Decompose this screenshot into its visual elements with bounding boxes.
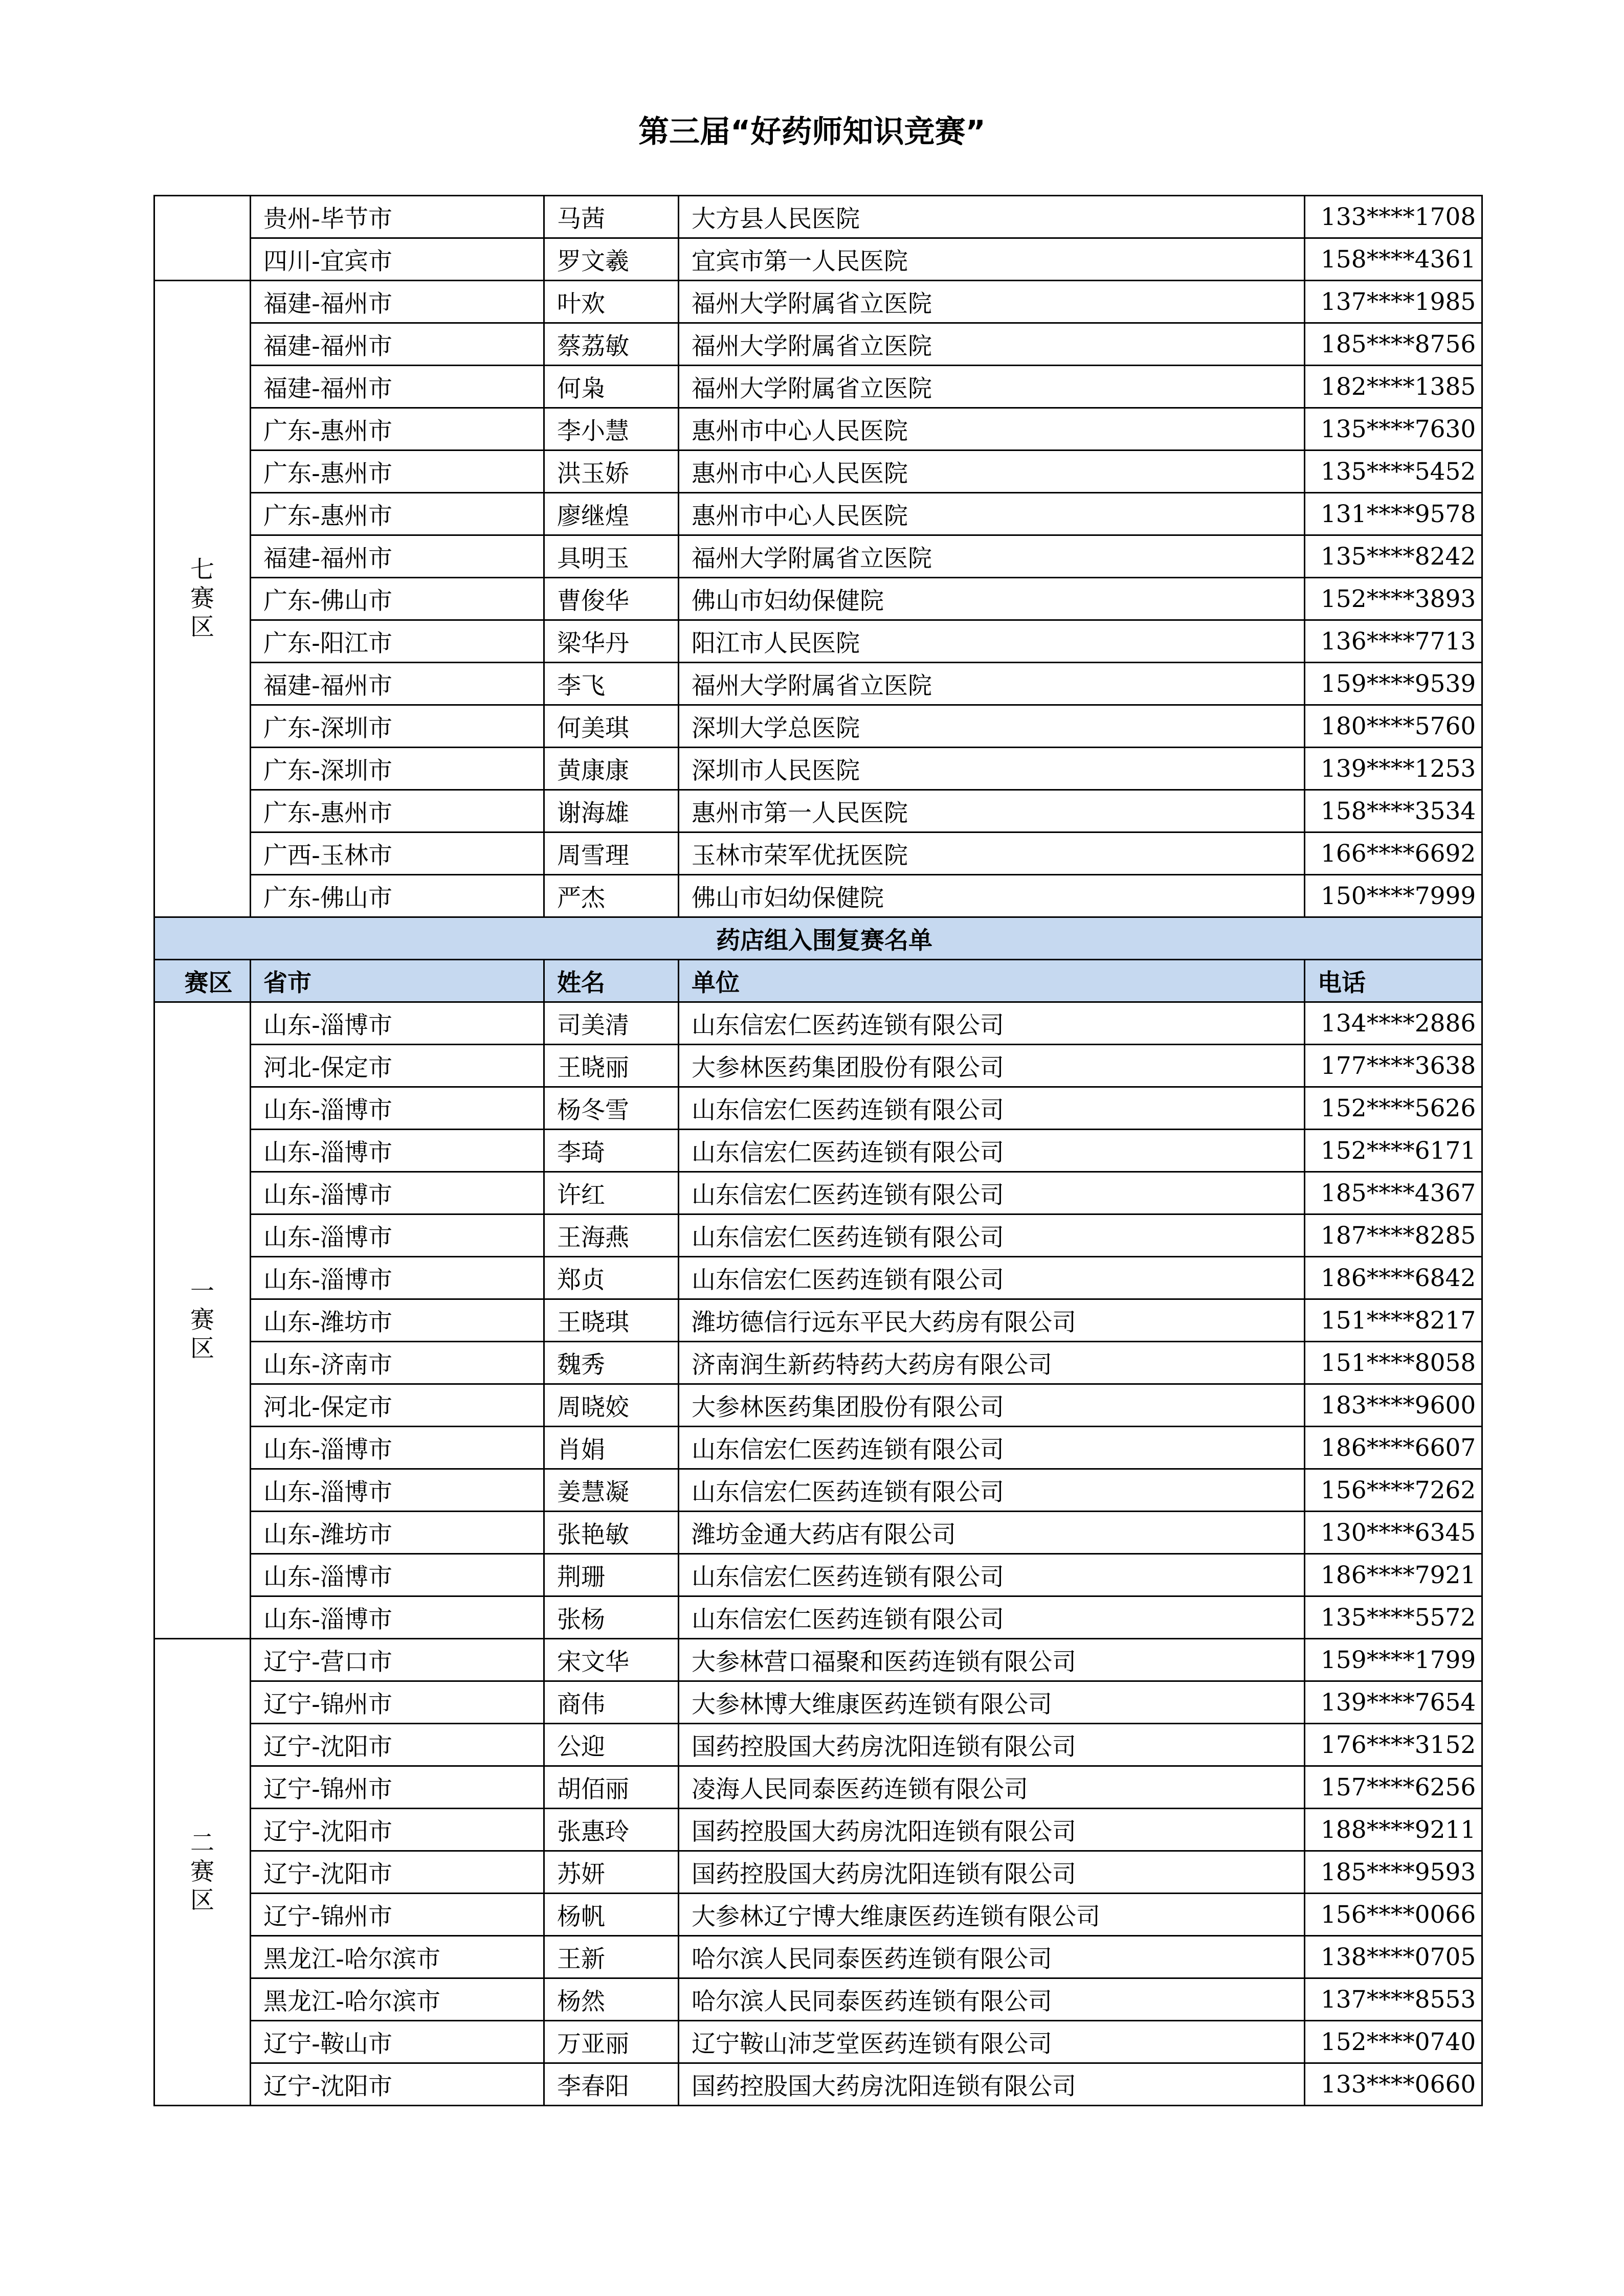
name-cell: 司美清 [544,1002,679,1045]
region-cell: 山东-潍坊市 [251,1299,544,1342]
table-row [154,493,1482,535]
region-cell: 辽宁-锦州市 [251,1681,544,1724]
table-row [154,1724,1482,1766]
name-cell: 李春阳 [544,2063,679,2106]
header-phone: 电话 [1305,960,1482,1002]
region-cell: 四川-宜宾市 [251,238,544,281]
region-cell: 山东-淄博市 [251,1002,544,1045]
unit-cell: 深圳大学总医院 [679,705,1305,748]
table-row [154,1596,1482,1639]
table-row [154,705,1482,748]
region-cell: 辽宁-锦州市 [251,1894,544,1936]
region-cell: 贵州-毕节市 [251,196,544,238]
region-cell: 黑龙江-哈尔滨市 [251,1978,544,2021]
unit-cell: 佛山市妇幼保健院 [679,875,1305,917]
header-name: 姓名 [544,960,679,1002]
phone-cell: 139****7654 [1305,1681,1482,1724]
unit-cell: 哈尔滨人民同泰医药连锁有限公司 [679,1978,1305,2021]
region-cell: 广东-惠州市 [251,451,544,493]
section-title: 药店组入围复赛名单 [154,917,1482,960]
region-cell: 山东-潍坊市 [251,1512,544,1554]
name-cell: 谢海雄 [544,790,679,832]
phone-cell: 185****4367 [1305,1172,1482,1214]
phone-cell: 134****2886 [1305,1002,1482,1045]
name-cell: 苏妍 [544,1851,679,1894]
table-row [154,323,1482,366]
name-cell: 许红 [544,1172,679,1214]
unit-cell: 济南润生新药特药大药房有限公司 [679,1342,1305,1384]
table-row [154,1681,1482,1724]
phone-cell: 135****5452 [1305,451,1482,493]
name-cell: 李小慧 [544,408,679,451]
unit-cell: 山东信宏仁医药连锁有限公司 [679,1257,1305,1299]
region-cell: 广西-玉林市 [251,832,544,875]
zone-label: 七赛区 [190,556,214,641]
table-row [154,366,1482,408]
unit-cell: 哈尔滨人民同泰医药连锁有限公司 [679,1936,1305,1978]
table-row [154,281,1482,323]
phone-cell: 152****3893 [1305,578,1482,620]
table-row [154,832,1482,875]
region-cell: 山东-淄博市 [251,1130,544,1172]
name-cell: 郑贞 [544,1257,679,1299]
phone-cell: 130****6345 [1305,1512,1482,1554]
unit-cell: 凌海人民同泰医药连锁有限公司 [679,1766,1305,1809]
name-cell: 杨帆 [544,1894,679,1936]
table-row [154,1299,1482,1342]
table-row [154,1342,1482,1384]
region-cell: 河北-保定市 [251,1384,544,1427]
region-cell: 福建-福州市 [251,535,544,578]
table-row [154,578,1482,620]
table-row [154,790,1482,832]
unit-cell: 惠州市第一人民医院 [679,790,1305,832]
table-row [154,2021,1482,2063]
unit-cell: 大参林医药集团股份有限公司 [679,1045,1305,1087]
unit-cell: 国药控股国大药房沈阳连锁有限公司 [679,1809,1305,1851]
name-cell: 马茜 [544,196,679,238]
region-cell: 福建-福州市 [251,366,544,408]
name-cell: 王晓丽 [544,1045,679,1087]
unit-cell: 宜宾市第一人民医院 [679,238,1305,281]
phone-cell: 187****8285 [1305,1214,1482,1257]
table-row [154,1639,1482,1681]
name-cell: 胡佰丽 [544,1766,679,1809]
unit-cell: 大参林营口福聚和医药连锁有限公司 [679,1639,1305,1681]
table-row [154,1936,1482,1978]
table-row [154,1002,1482,1045]
phone-cell: 156****7262 [1305,1469,1482,1512]
name-cell: 罗文羲 [544,238,679,281]
phone-cell: 133****0660 [1305,2063,1482,2106]
zone-cell [154,196,251,281]
region-cell: 广东-佛山市 [251,578,544,620]
unit-cell: 玉林市荣军优抚医院 [679,832,1305,875]
region-cell: 黑龙江-哈尔滨市 [251,1936,544,1978]
region-cell: 山东-淄博市 [251,1172,544,1214]
unit-cell: 辽宁鞍山沛芝堂医药连锁有限公司 [679,2021,1305,2063]
region-cell: 辽宁-沈阳市 [251,2063,544,2106]
region-cell: 山东-淄博市 [251,1554,544,1596]
table-row [154,748,1482,790]
table-row [154,1469,1482,1512]
table-row [154,2063,1482,2106]
region-cell: 山东-淄博市 [251,1087,544,1130]
region-cell: 广东-惠州市 [251,408,544,451]
phone-cell: 135****5572 [1305,1596,1482,1639]
phone-cell: 139****1253 [1305,748,1482,790]
region-cell: 广东-深圳市 [251,705,544,748]
unit-cell: 惠州市中心人民医院 [679,493,1305,535]
name-cell: 魏秀 [544,1342,679,1384]
unit-cell: 福州大学附属省立医院 [679,535,1305,578]
region-cell: 辽宁-锦州市 [251,1766,544,1809]
header-region: 省市 [251,960,544,1002]
phone-cell: 177****3638 [1305,1045,1482,1087]
phone-cell: 151****8058 [1305,1342,1482,1384]
phone-cell: 166****6692 [1305,832,1482,875]
zone-label: 一赛区 [190,1277,214,1363]
table-row [154,1766,1482,1809]
phone-cell: 152****0740 [1305,2021,1482,2063]
name-cell: 周晓姣 [544,1384,679,1427]
phone-cell: 137****8553 [1305,1978,1482,2021]
name-cell: 严杰 [544,875,679,917]
unit-cell: 山东信宏仁医药连锁有限公司 [679,1596,1305,1639]
phone-cell: 156****0066 [1305,1894,1482,1936]
unit-cell: 大参林博大维康医药连锁有限公司 [679,1681,1305,1724]
unit-cell: 大参林医药集团股份有限公司 [679,1384,1305,1427]
name-cell: 张艳敏 [544,1512,679,1554]
table-row [154,408,1482,451]
name-cell: 黄康康 [544,748,679,790]
name-cell: 王新 [544,1936,679,1978]
phone-cell: 185****8756 [1305,323,1482,366]
name-cell: 曹俊华 [544,578,679,620]
phone-cell: 157****6256 [1305,1766,1482,1809]
phone-cell: 150****7999 [1305,875,1482,917]
phone-cell: 159****1799 [1305,1639,1482,1681]
table-row [154,1214,1482,1257]
phone-cell: 180****5760 [1305,705,1482,748]
table-row [154,1257,1482,1299]
region-cell: 广东-惠州市 [251,790,544,832]
name-cell: 张杨 [544,1596,679,1639]
table-row [154,535,1482,578]
name-cell: 荆珊 [544,1554,679,1596]
phone-cell: 185****9593 [1305,1851,1482,1894]
unit-cell: 福州大学附属省立医院 [679,281,1305,323]
phone-cell: 131****9578 [1305,493,1482,535]
region-cell: 山东-淄博市 [251,1596,544,1639]
region-cell: 广东-惠州市 [251,493,544,535]
region-cell: 福建-福州市 [251,663,544,705]
unit-cell: 惠州市中心人民医院 [679,408,1305,451]
region-cell: 山东-淄博市 [251,1214,544,1257]
unit-cell: 佛山市妇幼保健院 [679,578,1305,620]
zone-label: 二赛区 [190,1829,214,1915]
unit-cell: 山东信宏仁医药连锁有限公司 [679,1554,1305,1596]
name-cell: 宋文华 [544,1639,679,1681]
name-cell: 公迎 [544,1724,679,1766]
unit-cell: 山东信宏仁医药连锁有限公司 [679,1002,1305,1045]
unit-cell: 惠州市中心人民医院 [679,451,1305,493]
name-cell: 肖娟 [544,1427,679,1469]
zone-cell [154,1639,251,2106]
phone-cell: 138****0705 [1305,1936,1482,1978]
unit-cell: 阳江市人民医院 [679,620,1305,663]
name-cell: 杨然 [544,1978,679,2021]
phone-cell: 186****6607 [1305,1427,1482,1469]
table-row [154,1384,1482,1427]
phone-cell: 137****1985 [1305,281,1482,323]
name-cell: 李飞 [544,663,679,705]
table-row [154,1130,1482,1172]
table-row [154,238,1482,281]
name-cell: 商伟 [544,1681,679,1724]
name-cell: 万亚丽 [544,2021,679,2063]
region-cell: 广东-佛山市 [251,875,544,917]
region-cell: 辽宁-沈阳市 [251,1724,544,1766]
phone-cell: 158****4361 [1305,238,1482,281]
unit-cell: 山东信宏仁医药连锁有限公司 [679,1130,1305,1172]
region-cell: 广东-深圳市 [251,748,544,790]
table-row [154,1554,1482,1596]
name-cell: 周雪理 [544,832,679,875]
table-row [154,875,1482,917]
table-row [154,1894,1482,1936]
phone-cell: 136****7713 [1305,620,1482,663]
region-cell: 辽宁-沈阳市 [251,1809,544,1851]
unit-cell: 国药控股国大药房沈阳连锁有限公司 [679,1724,1305,1766]
unit-cell: 山东信宏仁医药连锁有限公司 [679,1172,1305,1214]
table-row [154,1978,1482,2021]
region-cell: 福建-福州市 [251,281,544,323]
table-row [154,620,1482,663]
phone-cell: 152****5626 [1305,1087,1482,1130]
header-zone: 赛区 [154,960,251,1002]
name-cell: 具明玉 [544,535,679,578]
phone-cell: 182****1385 [1305,366,1482,408]
table-row [154,1512,1482,1554]
unit-cell: 国药控股国大药房沈阳连锁有限公司 [679,2063,1305,2106]
column-header-row [154,960,1482,1002]
phone-cell: 158****3534 [1305,790,1482,832]
table-row [154,451,1482,493]
unit-cell: 山东信宏仁医药连锁有限公司 [679,1427,1305,1469]
name-cell: 王海燕 [544,1214,679,1257]
name-cell: 李琦 [544,1130,679,1172]
phone-cell: 152****6171 [1305,1130,1482,1172]
table-row [154,1045,1482,1087]
region-cell: 辽宁-鞍山市 [251,2021,544,2063]
phone-cell: 186****6842 [1305,1257,1482,1299]
section-header-row [154,917,1482,960]
phone-cell: 186****7921 [1305,1554,1482,1596]
name-cell: 张惠玲 [544,1809,679,1851]
header-unit: 单位 [679,960,1305,1002]
unit-cell: 山东信宏仁医药连锁有限公司 [679,1087,1305,1130]
name-cell: 洪玉娇 [544,451,679,493]
unit-cell: 福州大学附属省立医院 [679,323,1305,366]
region-cell: 河北-保定市 [251,1045,544,1087]
zone-cell [154,1002,251,1639]
name-cell: 蔡荔敏 [544,323,679,366]
table-row [154,1851,1482,1894]
zone-cell [154,281,251,917]
unit-cell: 国药控股国大药房沈阳连锁有限公司 [679,1851,1305,1894]
phone-cell: 188****9211 [1305,1809,1482,1851]
region-cell: 山东-淄博市 [251,1427,544,1469]
unit-cell: 山东信宏仁医药连锁有限公司 [679,1469,1305,1512]
table-row [154,1087,1482,1130]
name-cell: 廖继煌 [544,493,679,535]
unit-cell: 大参林辽宁博大维康医药连锁有限公司 [679,1894,1305,1936]
region-cell: 辽宁-营口市 [251,1639,544,1681]
phone-cell: 176****3152 [1305,1724,1482,1766]
table-row [154,1809,1482,1851]
unit-cell: 潍坊金通大药店有限公司 [679,1512,1305,1554]
name-cell: 王晓琪 [544,1299,679,1342]
region-cell: 山东-淄博市 [251,1469,544,1512]
region-cell: 山东-淄博市 [251,1257,544,1299]
page-title: 第三届“好药师知识竞赛” [638,114,986,150]
phone-cell: 135****8242 [1305,535,1482,578]
name-cell: 杨冬雪 [544,1087,679,1130]
name-cell: 叶欢 [544,281,679,323]
table-row [154,1172,1482,1214]
name-cell: 何美琪 [544,705,679,748]
name-cell: 姜慧凝 [544,1469,679,1512]
unit-cell: 福州大学附属省立医院 [679,663,1305,705]
unit-cell: 福州大学附属省立医院 [679,366,1305,408]
region-cell: 广东-阳江市 [251,620,544,663]
table-row [154,663,1482,705]
unit-cell: 大方县人民医院 [679,196,1305,238]
unit-cell: 深圳市人民医院 [679,748,1305,790]
name-cell: 何枭 [544,366,679,408]
region-cell: 辽宁-沈阳市 [251,1851,544,1894]
roster-body [154,196,1482,2106]
name-cell: 梁华丹 [544,620,679,663]
unit-cell: 山东信宏仁医药连锁有限公司 [679,1214,1305,1257]
region-cell: 福建-福州市 [251,323,544,366]
phone-cell: 151****8217 [1305,1299,1482,1342]
phone-cell: 183****9600 [1305,1384,1482,1427]
phone-cell: 133****1708 [1305,196,1482,238]
region-cell: 山东-济南市 [251,1342,544,1384]
phone-cell: 159****9539 [1305,663,1482,705]
table-row [154,1427,1482,1469]
table-row [154,196,1482,238]
phone-cell: 135****7630 [1305,408,1482,451]
unit-cell: 潍坊德信行远东平民大药房有限公司 [679,1299,1305,1342]
roster-table [153,195,1483,2106]
